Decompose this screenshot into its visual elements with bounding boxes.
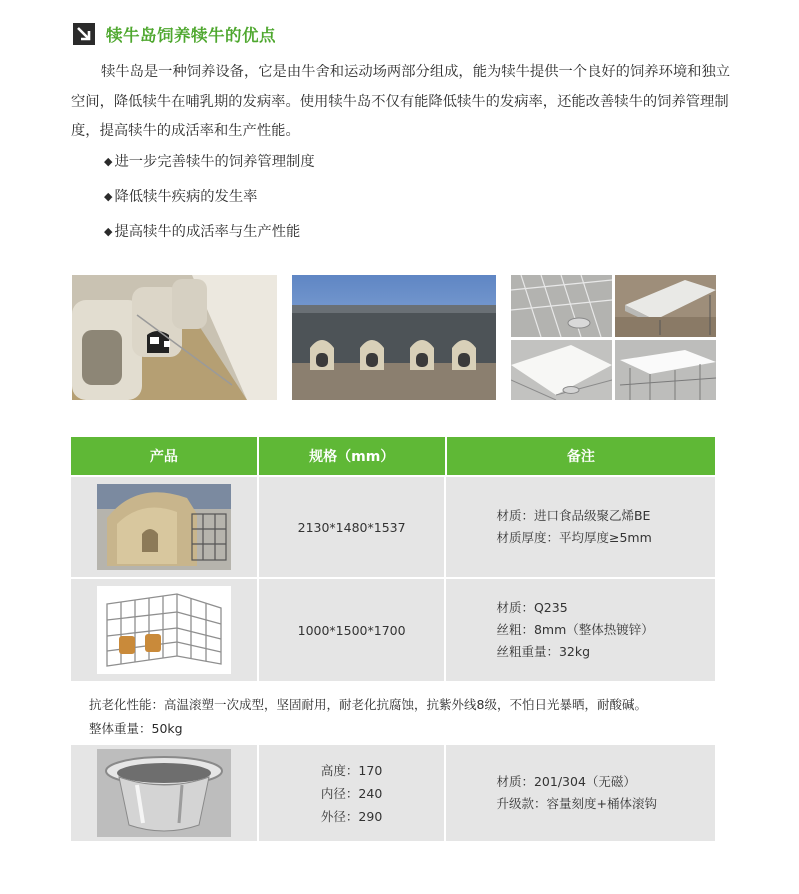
diamond-bullet-icon: ◆ — [104, 155, 113, 168]
product-spec-table — [71, 437, 715, 843]
durability-note-row — [71, 683, 715, 745]
table-row — [71, 579, 715, 683]
note-line: 升级款：容量刻度+桶体滚钩 — [496, 796, 657, 811]
list-item-text: 提高犊牛的成活率与生产性能 — [114, 224, 301, 240]
table-header — [71, 437, 715, 477]
calf-hutches-outdoor-photo — [292, 275, 496, 400]
fence-and-bucket-closeup-photo — [511, 275, 612, 337]
list-item — [104, 184, 315, 219]
list-item-text: 降低犊牛疾病的发生率 — [114, 189, 258, 205]
product-image-cell — [71, 579, 259, 681]
note-line: 材质：201/304（无磁） — [496, 774, 636, 789]
sunshade-canopy-photo — [615, 275, 716, 337]
table-row — [71, 477, 715, 579]
stainless-bucket-product-image — [97, 749, 231, 837]
arrow-down-right-icon — [73, 23, 95, 45]
intro-text — [71, 58, 731, 147]
calf-hutch-product-image — [97, 484, 231, 570]
note-line: 材质：进口食品级聚乙烯BE — [496, 508, 651, 523]
notes-cell — [446, 745, 715, 841]
spec-value: 2130*1480*1537 — [259, 477, 447, 577]
diamond-bullet-icon: ◆ — [104, 225, 113, 238]
benefit-list — [104, 149, 315, 254]
table-row — [71, 745, 715, 843]
header-spec: 规格（mm） — [259, 437, 447, 475]
white-panel-photo — [511, 340, 612, 400]
list-item — [104, 219, 315, 254]
spec-height: 高度：170 — [320, 762, 383, 778]
product-image-cell — [71, 745, 259, 841]
notes-cell — [446, 477, 715, 577]
notes-cell — [446, 579, 715, 681]
spec-outer-diameter: 外径：290 — [320, 808, 383, 824]
list-item-text: 进一步完善犊牛的饲养管理制度 — [114, 154, 315, 170]
total-weight-text: 整体重量：50kg — [89, 721, 183, 736]
note-line: 材质：Q235 — [496, 600, 568, 615]
note-line: 材质厚度：平均厚度≥5mm — [496, 530, 652, 545]
diamond-bullet-icon: ◆ — [104, 190, 113, 203]
spec-cell — [259, 745, 447, 841]
durability-text: 抗老化性能：高温滚塑一次成型，坚固耐用，耐老化抗腐蚀，抗紫外线8级，不怕日光暴晒，耐酸碱。 — [89, 697, 647, 712]
header-notes: 备注 — [566, 449, 595, 465]
product-image-cell — [71, 477, 259, 577]
note-line: 丝粗重量：32kg — [496, 644, 591, 659]
header-product: 产品 — [71, 437, 259, 475]
section-heading — [73, 22, 276, 46]
intro-paragraph: 犊牛岛是一种饲养设备，它是由牛舍和运动场两部分组成，能为犊牛提供一个良好的饲养环境和独立空间，降低犊牛在哺乳期的发病率。使用犊牛岛不仅有能降低犊牛的发病率，还能改善犊牛的饲养管理制度，提高犊牛的成活率和生产性能。 — [71, 64, 731, 139]
page-title: 犊牛岛饲养犊牛的优点 — [106, 26, 276, 45]
wire-fence-product-image — [97, 586, 231, 674]
white-panel-fence-photo — [615, 340, 716, 400]
spec-value: 1000*1500*1700 — [259, 579, 447, 681]
note-line: 丝粗：8mm（整体热镀锌） — [496, 622, 654, 637]
spec-inner-diameter: 内径：240 — [320, 785, 383, 801]
list-item — [104, 149, 315, 184]
calf-hutch-row-photo — [72, 275, 277, 400]
